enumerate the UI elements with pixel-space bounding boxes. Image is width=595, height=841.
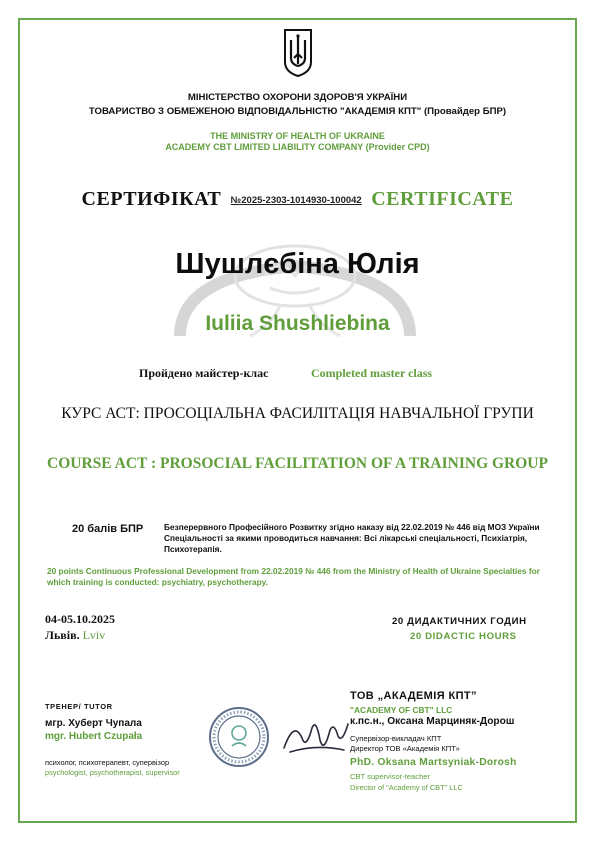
- didactic-hours-ua: 20 ДИДАКТИЧНИХ ГОДИН: [392, 616, 527, 627]
- director-role2-en: Director of "Academy of CBT" LLC: [350, 783, 463, 792]
- course-title-en: COURSE ACT : PROSOCIAL FACILITATION OF A TRAINING GROUP: [47, 455, 548, 472]
- handwritten-signature-icon: [280, 714, 352, 765]
- recipient-name-en: Iuliia Shushliebina: [205, 312, 390, 335]
- ministry-name-en: THE MINISTRY OF HEALTH OF UKRAINE: [210, 131, 385, 141]
- round-seal-stamp-icon: [208, 706, 270, 773]
- tutor-name-en: mgr. Hubert Czupała: [45, 731, 143, 742]
- organization-name-en: "ACADEMY OF CBT" LLC: [350, 705, 453, 715]
- certificate-title-ua: СЕРТИФІКАТ: [81, 188, 222, 210]
- certificate-number: №2025-2303-1014930-100042: [230, 195, 362, 206]
- tutor-role-en: psychologist, psychotherapist, supervisor: [45, 768, 180, 777]
- course-title-ua: КУРС АСТ: ПРОСОЦІАЛЬНА ФАСИЛІТАЦІЯ НАВЧАЛЬНОЇ ГРУПИ: [61, 405, 534, 422]
- company-name-ua: ТОВАРИСТВО З ОБМЕЖЕНОЮ ВІДПОВІДАЛЬНІСТЮ "АКАДЕМІЯ КПТ" (Провайдер БПР): [88, 106, 507, 117]
- director-role2-ua: Директор ТОВ «Академія КПТ»: [350, 744, 460, 753]
- event-city: [45, 628, 105, 643]
- director-role1-ua: Супервізор-викладач КПТ: [350, 734, 442, 743]
- cpd-points-ua: 20 балів БПР: [72, 523, 144, 535]
- cpd-description-en: 20 points Continuous Professional Development from 22.02.2019 № 446 from the Ministry of Health of Ukraine Specialties for which training is conducted: psychiatry, psychotherapy.: [47, 566, 540, 587]
- director-role1-en: CBT supervisor-teacher: [350, 772, 431, 781]
- ministry-name-ua: МІНІСТЕРСТВО ОХОРОНИ ЗДОРОВ'Я УКРАЇНИ: [187, 92, 408, 103]
- completion-label-ua: Пройдено майстер-клас: [139, 366, 269, 380]
- director-name-en: PhD. Oksana Martsyniak-Dorosh: [350, 757, 517, 768]
- trident-emblem-icon: [283, 28, 313, 83]
- tutor-role-ua: психолог, психотерапевт, супервізор: [45, 758, 170, 767]
- tutor-heading: ТРЕНЕР/ TUTOR: [45, 702, 113, 711]
- company-name-en: ACADEMY CBT LIMITED LIABILITY COMPANY (Provider CPD): [165, 142, 430, 152]
- event-city-ua: Львів.: [45, 628, 80, 642]
- tutor-name-ua: мгр. Хуберт Чупала: [45, 718, 142, 729]
- event-date: 04-05.10.2025: [45, 612, 115, 626]
- event-city-en: Lviv: [82, 628, 106, 642]
- recipient-name-ua: Шушлєбіна Юлія: [175, 248, 420, 280]
- organization-name-ua: ТОВ „АКАДЕМІЯ КПТ”: [350, 690, 477, 702]
- completion-label-en: Completed master class: [311, 366, 433, 380]
- certificate-title-row: [0, 188, 595, 211]
- didactic-hours-en: 20 DIDACTIC HOURS: [410, 631, 517, 642]
- director-name-ua: к.пс.н., Оксана Марциняк-Дорош: [350, 716, 515, 727]
- certificate-title-en: CERTIFICATE: [371, 188, 514, 210]
- cpd-description-ua: Безперервного Професійного Розвитку згідно наказу від 22.02.2019 № 446 від МОЗ України Спеціальності за якими проводиться навчання: Всі лікарські спеціальності, Психіатрія, Психотерапія.: [164, 522, 540, 554]
